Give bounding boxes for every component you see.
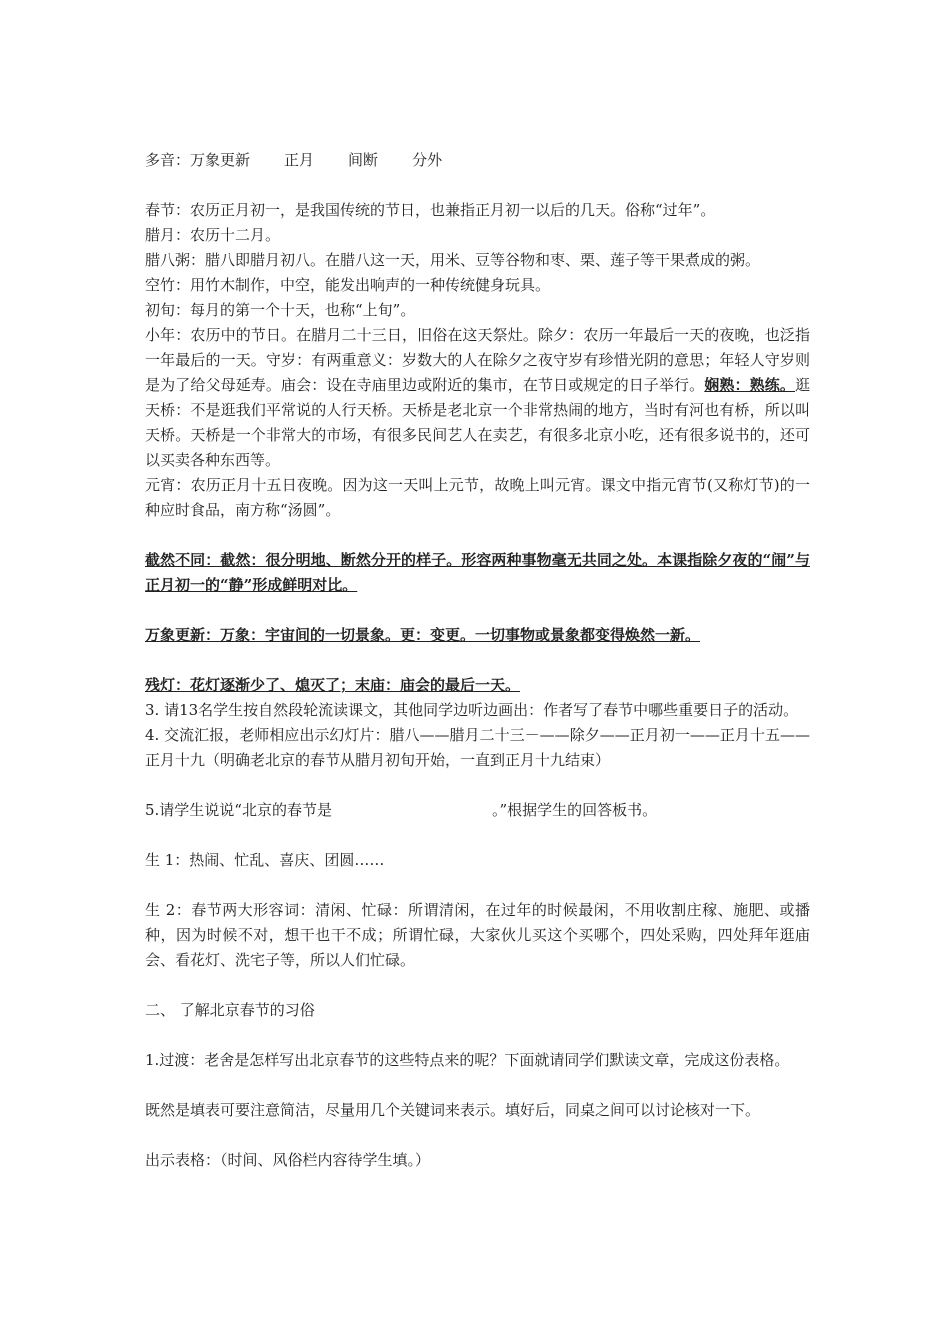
polyphone-word: 正月 (284, 151, 315, 169)
vocab-layue: 腊月：农历十二月。 (145, 226, 281, 244)
step-3: 3. 请13名学生按自然段轮流读课文，其他同学边听边画出：作者写了春节中哪些重要日子的活动。 (145, 701, 799, 719)
step-4: 4. 交流汇报，老师相应出示幻灯片：腊八——腊月二十三－——除夕——正月初一——正月十五——正月十九（明确老北京的春节从腊月初旬开始，一直到正月十九结束） (145, 726, 810, 769)
polyphone-word: 万象更新 (190, 151, 251, 169)
polyphone-label: 多音： (145, 151, 191, 169)
step-5-text-a: 5.请学生说说“北京的春节是 (145, 801, 332, 819)
vocab-chunjie: 春节：农历正月初一，是我国传统的节日，也兼指正月初一以后的几天。俗称“过年”。 (145, 201, 716, 219)
section-heading: 二、 了解北京春节的习俗 (145, 1001, 315, 1019)
vocab-xianshu: 娴熟：熟练。 (704, 376, 795, 394)
step-5-text-b: 。”根据学生的回答板书。 (491, 801, 658, 819)
fill-table-note: 既然是填表可要注意简洁，尽量用几个关键词来表示。填好后，同桌之间可以讨论核对一下。 (145, 1101, 761, 1119)
bold-wanxiang: 万象更新：万象：宇宙间的一切景象。更：变更。一切事物或景象都变得焕然一新。 (145, 626, 701, 644)
vocab-kongzhu: 空竹：用竹木制作，中空，能发出响声的一种传统健身玩具。 (145, 276, 551, 294)
vocab-xiaonian (145, 323, 810, 473)
bold-candeng: 残灯：花灯逐渐少了、熄灭了；末庙：庙会的最后一天。 (145, 676, 521, 694)
polyphone-line (145, 148, 810, 173)
vocab-labazhou: 腊八粥：腊八即腊月初八。在腊八这一天，用米、豆等谷物和枣、栗、莲子等干果煮成的粥。 (145, 251, 761, 269)
vocab-xiaonian-text: 小年：农历中的节日。在腊月二十三日，旧俗在这天祭灶。除夕：农历一年最后一天的夜晚，也泛指一年最后的一天。守岁：有两重意义：岁数大的人在除夕之夜守岁有珍惜光阴的意思；年轻人守岁则是为了给父母延寿。庙会：设在寺庙里边或附近的集市，在节日或规定的日子举行。 (145, 326, 810, 394)
vocab-chuxun: 初旬：每月的第一个十天，也称“上旬”。 (145, 301, 416, 319)
student-answer-1: 生 1：热闹、忙乱、喜庆、团圆…… (145, 851, 385, 869)
transition-paragraph: 1.过渡：老舍是怎样写出北京春节的这些特点来的呢？下面就请同学们默读文章，完成这份表格。 (145, 1051, 790, 1069)
show-table-note: 出示表格：（时间、风俗栏内容待学生填。） (145, 1151, 431, 1169)
polyphone-word: 分外 (412, 151, 443, 169)
step-5 (145, 798, 810, 823)
polyphone-word: 间断 (348, 151, 379, 169)
vocab-tianqiao: 逛天桥：不是逛我们平常说的人行天桥。天桥是老北京一个非常热闹的地方，当时有河也有桥，所以叫天桥。天桥是一个非常大的市场，有很多民间艺人在卖艺，有很多北京小吃，还有很多说书的，还可以买卖各种东西等。 (145, 376, 810, 469)
vocab-yuanxiao: 元宵：农历正月十五日夜晚。因为这一天叫上元节，故晚上叫元宵。课文中指元宵节(又称灯节)的一种应时食品，南方称“汤圆”。 (145, 476, 810, 519)
student-answer-2: 生 2：春节两大形容词：清闲、忙碌：所谓清闲，在过年的时候最闲，不用收割庄稼、施肥、或播种，因为时候不对，想干也干不成；所谓忙碌，大家伙儿买这个买哪个，四处采购，四处拜年逛庙会、看花灯、洗宅子等，所以人们忙碌。 (145, 901, 810, 969)
bold-jieran: 截然不同：截然：很分明地、断然分开的样子。形容两种事物毫无共同之处。本课指除夕夜的“闹”与正月初一的“静”形成鲜明对比。 (145, 551, 810, 594)
document-body (145, 148, 810, 1173)
